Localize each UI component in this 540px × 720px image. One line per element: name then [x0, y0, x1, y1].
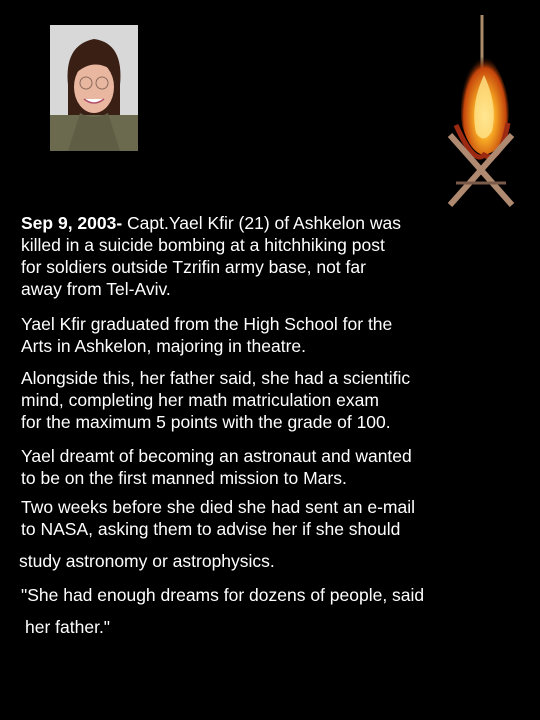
paragraph-5-line-1: Two weeks before she died she had sent an e-mail [21, 497, 415, 517]
paragraph-5-line-2: to NASA, asking them to advise her if she should [21, 519, 401, 539]
quote-line [21, 584, 424, 606]
torch-crossed-rifles-icon [444, 15, 518, 210]
paragraph-3-line-1: Alongside this, her father said, she had a scientific [21, 368, 411, 388]
article-date: Sep 9, 2003- [21, 213, 123, 233]
lead-text: Capt.Yael Kfir (21) of Ashkelon was [122, 213, 402, 233]
quote-attribution [25, 616, 110, 638]
paragraph-1-line-4: away from Tel-Aviv. [21, 279, 171, 299]
paragraph-2-line-2: Arts in Ashkelon, majoring in theatre. [21, 336, 307, 356]
portrait-icon [50, 25, 138, 151]
paragraph-6-line-1: study astronomy or astrophysics. [19, 551, 275, 571]
paragraph-4-line-1: Yael dreamt of becoming an astronaut and wanted [21, 446, 412, 466]
quote-line-2: her father." [25, 617, 111, 637]
quote-line-1: "She had enough dreams for dozens of people, said [21, 585, 425, 605]
paragraph-1 [21, 212, 521, 300]
portrait-photo [50, 25, 138, 151]
article-text [19, 212, 521, 637]
paragraph-1-line-2: killed in a suicide bombing at a hitchhiking post [21, 235, 385, 255]
torch-emblem [444, 15, 518, 210]
paragraph-2 [21, 313, 392, 357]
paragraph-2-line-1: Yael Kfir graduated from the High School for the [21, 314, 393, 334]
paragraph-4-line-2: to be on the first manned mission to Mars. [21, 468, 347, 488]
paragraph-5 [21, 496, 415, 540]
paragraph-1-line-1 [21, 212, 521, 234]
paragraph-1-line-3: for soldiers outside Tzrifin army base, not far [21, 257, 366, 277]
paragraph-4 [21, 445, 412, 489]
paragraph-3-line-2: mind, completing her math matriculation exam [21, 390, 379, 410]
paragraph-6 [19, 550, 275, 572]
paragraph-3-line-3: for the maximum 5 points with the grade of 100. [21, 412, 391, 432]
paragraph-3 [21, 367, 410, 433]
